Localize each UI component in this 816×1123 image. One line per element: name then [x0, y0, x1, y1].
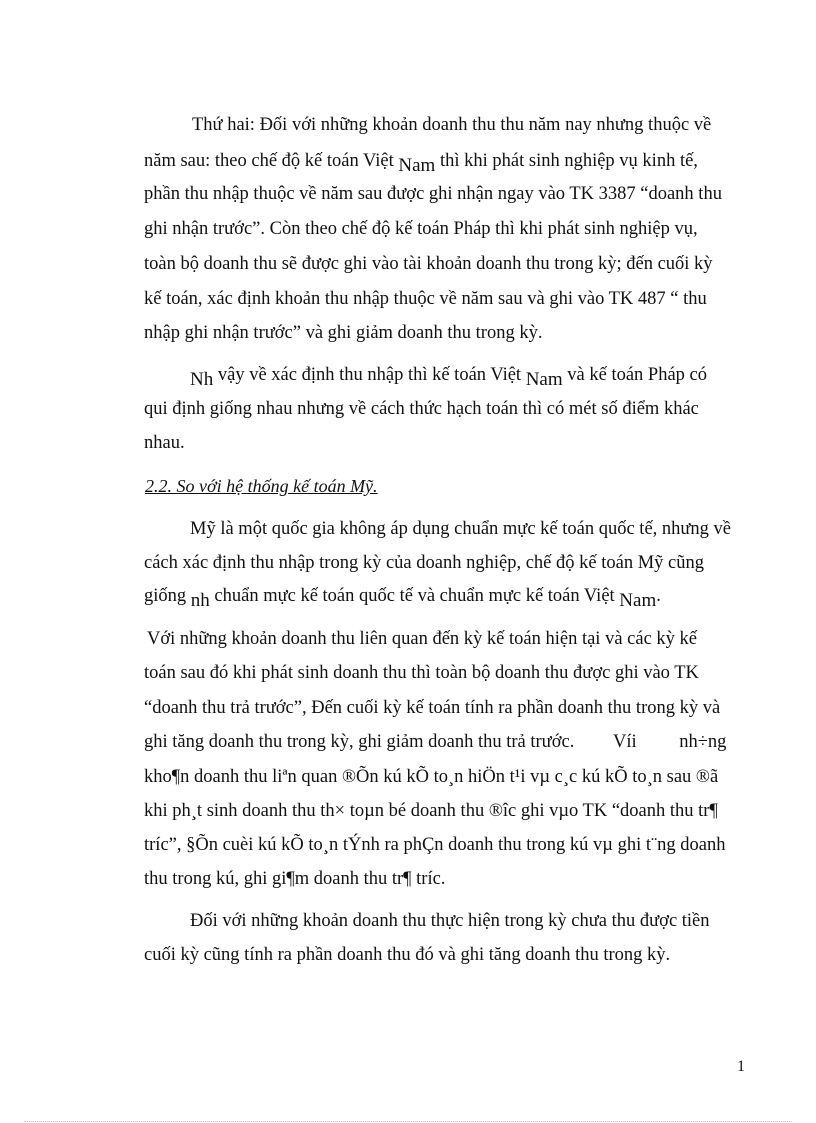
p2-line-1-d: và kế toán Pháp có [567, 365, 708, 385]
p1-line-5: toàn bộ doanh thu sẽ được ghi vào tài khoản doanh thu trong kỳ; đến cuối kỳ [144, 254, 713, 274]
p4-line-6: khi ph¸t sinh doanh thu th× toµn bé doanh thu ®îc ghi vµo TK “doanh thu tr¶ [144, 801, 718, 821]
p3-line-3-nh: nh [190, 590, 210, 611]
p1-line-1: Thứ hai: Đối với những khoản doanh thu thu năm nay nhưng thuộc về [192, 115, 712, 135]
p1-line-2 [144, 150, 698, 176]
p2-line-2: qui định giống nhau nhưng về cách thức hạch toán thì có mét số điểm khác [144, 399, 699, 419]
p5-line-1: Đối với những khoản doanh thu thực hiện trong kỳ chưa thu được tiền [190, 911, 710, 931]
p2-line-1-nh: Nh [190, 369, 214, 390]
page-number: 1 [737, 1058, 745, 1075]
p1-line-2-a: năm sau: theo chế độ kế toán Việt [144, 151, 394, 171]
p1-line-2-c: thì khi phát sinh nghiệp vụ kinh tế, [439, 151, 698, 171]
p2-line-3: nhau. [144, 433, 185, 453]
p4-line-8: thu trong kú, ghi gi¶m doanh thu tr¶ tríc. [144, 869, 446, 889]
page-bottom-divider [24, 1121, 792, 1122]
p1-line-7: nhập ghi nhận trước” và ghi giảm doanh thu trong kỳ. [144, 323, 543, 343]
p4-line-4-b: Víi [612, 732, 637, 752]
p4-line-5: kho¶n doanh thu liªn quan ®Õn kú kÕ to¸n hiÖn t¹i vµ c¸c kú kÕ to¸n sau ®ã [144, 767, 719, 787]
p4-line-2: toán sau đó khi phát sinh doanh thu thì toàn bộ doanh thu được ghi vào TK [144, 663, 699, 683]
p1-line-6: kế toán, xác định khoản thu nhập thuộc về năm sau và ghi vào TK 487 “ thu [144, 289, 707, 309]
p1-line-2-nam: Nam [398, 155, 436, 176]
p3-line-1: Mỹ là một quốc gia không áp dụng chuẩn mực kế toán quốc tế, nhưng về [190, 519, 732, 539]
section-heading: 2.2. So với hệ thống kế toán Mỹ. [145, 476, 378, 496]
p5-line-2: cuối kỳ cũng tính ra phần doanh thu đó và ghi tăng doanh thu trong kỳ. [144, 945, 671, 965]
p4-line-4-a: ghi tăng doanh thu trong kỳ, ghi giảm doanh thu trả trước. [144, 732, 575, 752]
p3-line-3-a: giống [144, 586, 187, 606]
p4-line-7: tríc”, §Õn cuèi kú kÕ to¸n tÝnh ra phÇn doanh thu trong kú vµ ghi t¨ng doanh [144, 835, 726, 855]
p2-line-1-b: vậy về xác định thu nhập thì kế toán Việt [217, 365, 522, 385]
p1-line-3: phần thu nhập thuộc về năm sau được ghi nhận ngay vào TK 3387 “doanh thu [144, 184, 722, 204]
p3-line-2: cách xác định thu nhập trong kỳ của doanh nghiệp, chế độ kế toán Mỹ cũng [144, 553, 704, 573]
p1-line-4: ghi nhận trước”. Còn theo chế độ kế toán Pháp thì khi phát sinh nghiệp vụ, [144, 219, 698, 239]
p3-line-3-nam: Nam [619, 590, 657, 611]
p4-line-3: “doanh thu trả trước”, Đến cuối kỳ kế toán tính ra phần doanh thu trong kỳ và [144, 698, 721, 718]
p2-line-1-nam: Nam [525, 369, 563, 390]
p2-line-1 [190, 364, 708, 390]
p4-line-1: Với những khoản doanh thu liên quan đến kỳ kế toán hiện tại và các kỳ kế [147, 629, 697, 649]
p3-line-3-c: chuẩn mực kế toán quốc tế và chuẩn mực kế toán Việt [214, 586, 615, 606]
p4-line-4 [144, 731, 726, 753]
p4-line-4-c: nh÷ng [679, 732, 727, 752]
p3-line-3 [144, 585, 661, 611]
p3-line-3-period: . [656, 586, 661, 606]
